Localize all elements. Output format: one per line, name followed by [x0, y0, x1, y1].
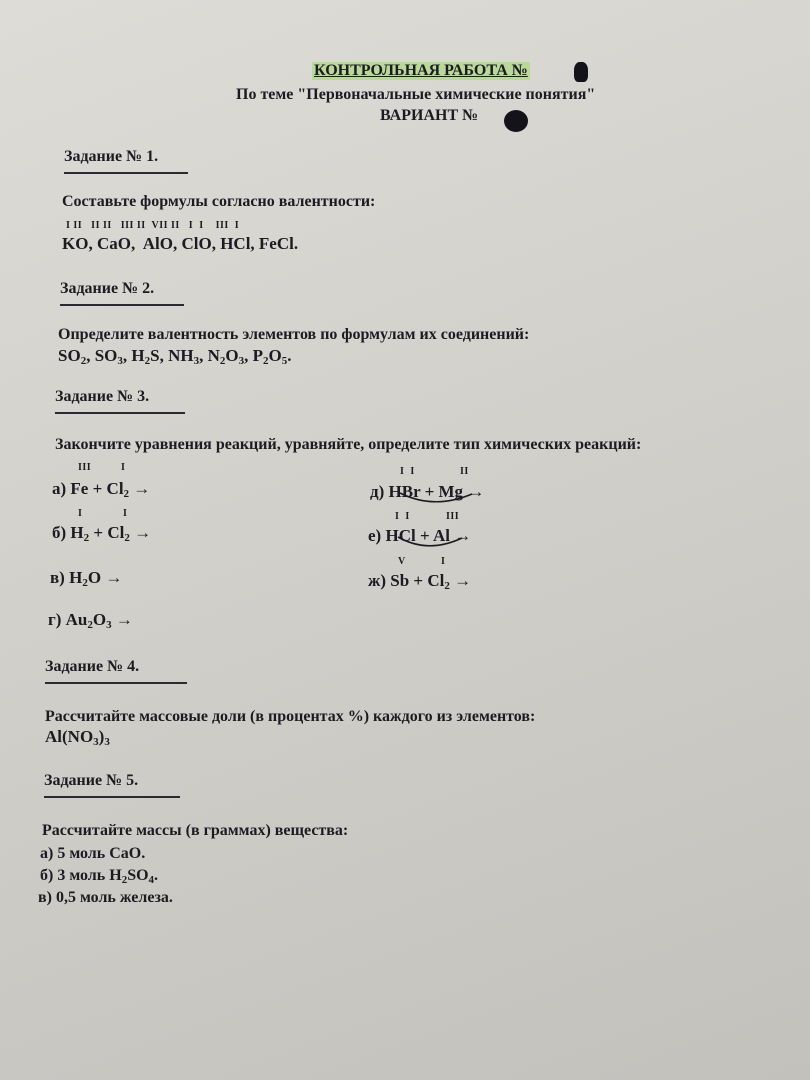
arrow-icon: →: [454, 526, 472, 545]
task-2-formulas: $SO_2$, $SO_3$, $H_2S$, $NH_3$, $N_2O_3$, $P_2O_5$.: [58, 346, 292, 367]
task-4-instruction: Рассчитайте массовые доли (в процентах %) каждого из элементов:: [45, 708, 536, 725]
task-1-instruction: Составьте формулы согласно валентности:: [62, 193, 376, 210]
task-5-item-b: б) 3 моль $H_2SO_4$.: [40, 867, 159, 886]
reaction-e-valence-1: I I: [395, 511, 410, 522]
task-5-item-v: в) 0,5 моль железа.: [38, 889, 173, 906]
task-3-instruction: Закончите уравнения реакций, уравняйте, определите тип химических реакций:: [55, 436, 642, 453]
reaction-e: е) HCl + Al →: [368, 526, 472, 545]
task-4-formula: $Al(NO_3)_3$: [45, 727, 110, 748]
reaction-a-valence-2: I: [121, 462, 126, 473]
ink-blot-variant: [504, 110, 528, 132]
reaction-d-swap-arc: [394, 490, 484, 510]
reaction-g: г) $Au_2O_3$ →: [48, 610, 133, 631]
arrow-icon: →: [105, 568, 123, 587]
reaction-b: б) $H_2 + Cl_2$ →: [52, 523, 152, 544]
variant-line: ВАРИАНТ №: [380, 107, 479, 124]
arrow-icon: →: [467, 482, 485, 501]
ink-blot-title: [574, 62, 588, 82]
reaction-a-label: а): [52, 479, 67, 498]
reaction-d-valence-1: I I: [400, 466, 415, 477]
reaction-d-valence-2: II: [460, 466, 469, 477]
arrow-icon: →: [134, 523, 152, 542]
reaction-zh: ж) $Sb + Cl_2$ →: [368, 571, 472, 592]
task-1-heading: Задание № 1.: [64, 148, 188, 174]
reaction-b-valence-1: I: [78, 508, 83, 519]
page-title: КОНТРОЛЬНАЯ РАБОТА №: [314, 62, 528, 79]
arrow-icon: →: [133, 479, 151, 498]
reaction-zh-label: ж): [368, 571, 386, 590]
reaction-a-valence-1: III: [78, 462, 92, 473]
arrow-icon: →: [454, 571, 472, 590]
reaction-e-swap-arc: [392, 534, 472, 554]
reaction-v: в) $H_2O$ →: [50, 568, 123, 589]
task-5-instruction: Рассчитайте массы (в граммах) вещества:: [42, 822, 349, 839]
task-5-heading: Задание № 5.: [44, 772, 180, 798]
reaction-b-label: б): [52, 523, 67, 542]
reaction-e-label: е): [368, 526, 382, 545]
reaction-zh-valence-1: V: [398, 556, 406, 567]
reaction-zh-valence-2: I: [441, 556, 446, 567]
reaction-g-label: г): [48, 610, 62, 629]
task-3-heading: Задание № 3.: [55, 388, 185, 414]
task-5-item-b-prefix: б) 3 моль: [40, 867, 106, 884]
reaction-b-valence-2: I: [123, 508, 128, 519]
task-2-instruction: Определите валентность элементов по формулам их соединений:: [58, 326, 530, 343]
reaction-a: а) $Fe + Cl_2$ →: [52, 479, 151, 500]
task-1-valences: I II II II III II VII II I I III I: [66, 220, 240, 231]
task-4-heading: Задание № 4.: [45, 658, 187, 684]
topic-line: По теме "Первоначальные химические понятия": [236, 86, 596, 103]
arrow-icon: →: [115, 610, 133, 629]
reaction-d: д) HBr + Mg →: [370, 482, 485, 501]
reaction-e-valence-2: III: [446, 511, 460, 522]
reaction-v-label: в): [50, 568, 65, 587]
reaction-d-label: д): [370, 482, 385, 501]
task-1-formulas: KO, CaO, AlO, ClO, HCl, FeCl.: [62, 234, 299, 253]
task-5-item-a: а) 5 моль CaO.: [40, 845, 146, 862]
task-2-heading: Задание № 2.: [60, 280, 184, 306]
